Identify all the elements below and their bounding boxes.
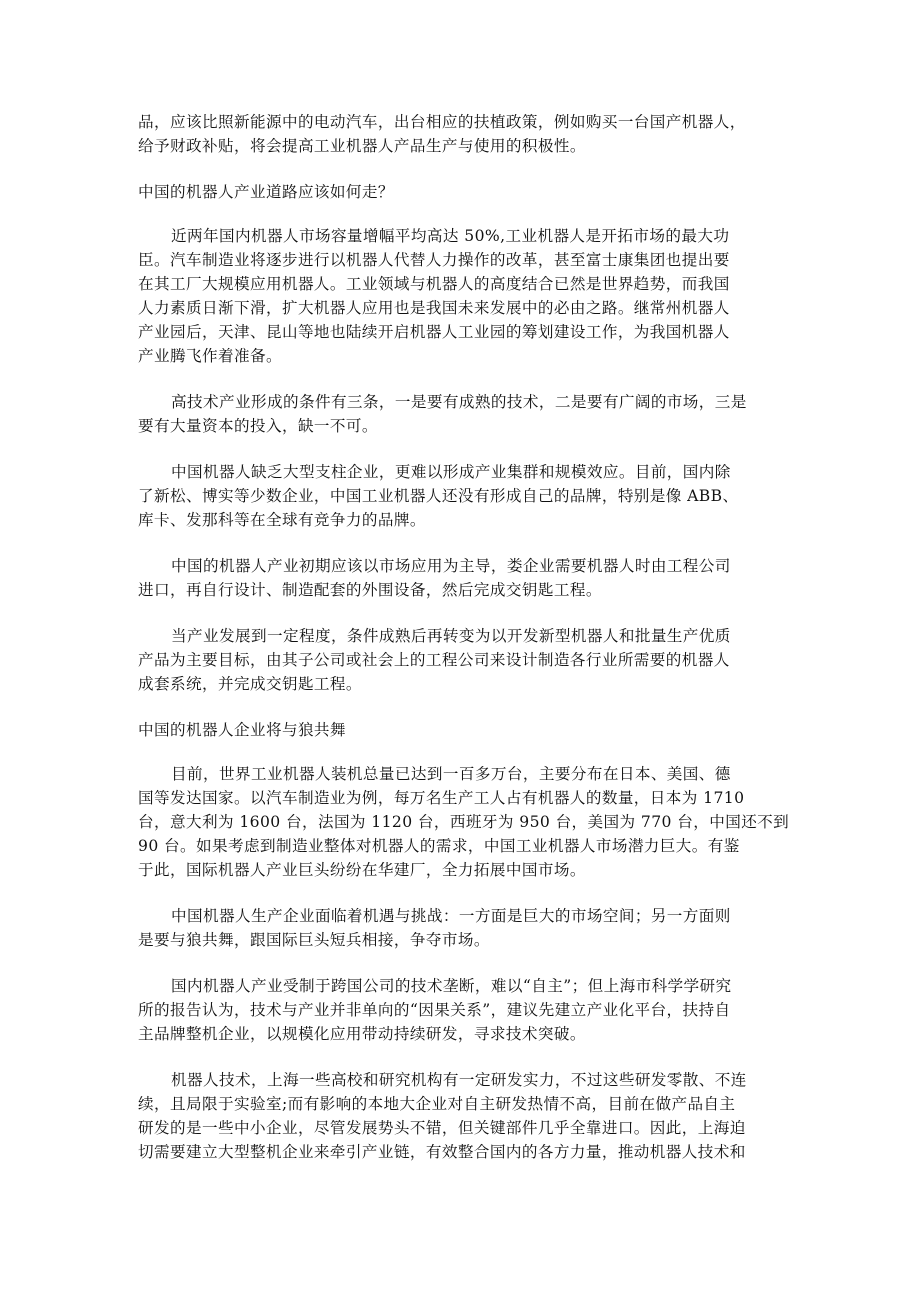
paragraph-3: [138, 390, 790, 438]
document-page: [138, 110, 790, 1164]
line: 于此，国际机器人产业巨头纷纷在华建厂，全力拓展中国市场。: [138, 861, 586, 879]
line: 中国机器人缺乏大型支柱企业，更难以形成产业集群和规模效应。目前，国内除: [171, 463, 731, 481]
line: 目前，世界工业机器人装机总量已达到一百多万台，主要分布在日本、美国、德: [171, 765, 731, 783]
paragraph-2: [138, 224, 790, 368]
line: 了新松、博实等少数企业，中国工业机器人还没有形成自己的品牌，特别是像 ABB、: [138, 487, 739, 505]
line: 国内机器人产业受制于跨国公司的技术垄断，难以“自主”；但上海市科学学研究: [171, 977, 732, 995]
section-heading-2: [138, 718, 790, 742]
paragraph-7: [138, 762, 790, 882]
paragraph-1: [138, 110, 790, 158]
section-heading-1: [138, 180, 790, 204]
line: 中国的机器人产业道路应该如何走？: [138, 183, 394, 201]
paragraph-10: [138, 1068, 790, 1164]
line: 所的报告认为，技术与产业并非单向的“因果关系”，建议先建立产业化平台，扶持自: [138, 1001, 731, 1019]
line: 中国机器人生产企业面临着机遇与挑战：一方面是巨大的市场空间；另一方面则: [171, 907, 731, 925]
line: 库卡、发那科等在全球有竞争力的品牌。: [138, 511, 426, 529]
line: 臣。汽车制造业将逐步进行以机器人代替人力操作的改革，甚至富士康集团也提出要: [138, 251, 730, 269]
line: 国等发达国家。以汽车制造业为例，每万名生产工人占有机器人的数量，日本为 1710: [138, 789, 745, 807]
line: 中国的机器人企业将与狼共舞: [138, 721, 346, 739]
line: 产业腾飞作着准备。: [138, 347, 282, 365]
line: 中国的机器人产业初期应该以市场应用为主导，娄企业需要机器人时由工程公司: [171, 557, 731, 575]
line: 是要与狼共舞，跟国际巨头短兵相接，争夺市场。: [138, 931, 490, 949]
line: 台，意大利为 1600 台，法国为 1120 台，西班牙为 950 台，美国为 770 台，中国还不到: [138, 813, 790, 831]
line: 主品牌整机企业，以规模化应用带动持续研发，寻求技术突破。: [138, 1025, 586, 1043]
line: 品，应该比照新能源中的电动汽车，出台相应的扶植政策，例如购买一台国产机器人，: [138, 113, 746, 131]
line: 人力素质日渐下滑，扩大机器人应用也是我国未来发展中的必由之路。继常州机器人: [138, 299, 730, 317]
paragraph-5: [138, 554, 790, 602]
line: 切需要建立大型整机企业来牵引产业链，有效整合国内的各方力量，推动机器人技术和: [138, 1143, 746, 1161]
line: 在其工厂大规模应用机器人。工业领域与机器人的高度结合已然是世界趋势，而我国: [138, 275, 730, 293]
line: 产业园后，天津、昆山等地也陆续开启机器人工业园的筹划建设工作，为我国机器人: [138, 323, 730, 341]
paragraph-4: [138, 460, 790, 532]
line: 近两年国内机器人市场容量增幅平均高达 50%,工业机器人是开拓市场的最大功: [171, 227, 730, 245]
line: 90 台。如果考虑到制造业整体对机器人的需求，中国工业机器人市场潜力巨大。有鉴: [138, 837, 740, 855]
line: 当产业发展到一定程度，条件成熟后再转变为以开发新型机器人和批量生产优质: [171, 627, 731, 645]
line: 给予财政补贴，将会提高工业机器人产品生产与使用的积极性。: [138, 137, 586, 155]
line: 进口，再自行设计、制造配套的外围设备，然后完成交钥匙工程。: [138, 581, 602, 599]
paragraph-9: [138, 974, 790, 1046]
paragraph-8: [138, 904, 790, 952]
line: 研发的是一些中小企业，尽管发展势头不错，但关键部件几乎全靠进口。因此，上海迫: [138, 1119, 746, 1137]
line: 成套系统，并完成交钥匙工程。: [138, 675, 362, 693]
line: 要有大量资本的投入，缺一不可。: [138, 417, 378, 435]
paragraph-6: [138, 624, 790, 696]
line: 续，且局限于实验室;而有影响的本地大企业对自主研发热情不高，目前在做产品自主: [138, 1095, 736, 1113]
line: 高技术产业形成的条件有三条，一是要有成熟的技术，二是要有广阔的市场，三是: [171, 393, 747, 411]
line: 产品为主要目标，由其子公司或社会上的工程公司来设计制造各行业所需要的机器人: [138, 651, 730, 669]
line: 机器人技术，上海一些高校和研究机构有一定研发实力，不过这些研发零散、不连: [171, 1071, 747, 1089]
